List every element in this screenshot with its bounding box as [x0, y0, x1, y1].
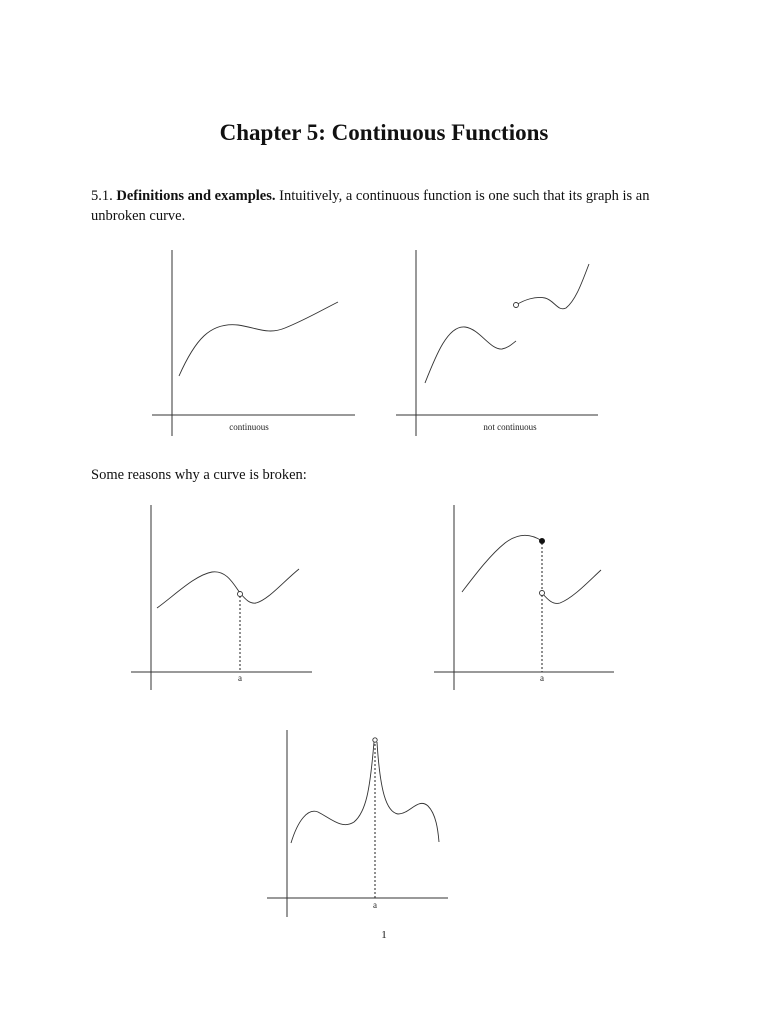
page-number: 1 — [381, 929, 387, 941]
curve-left-piece — [462, 535, 542, 592]
label-a: a — [238, 673, 242, 683]
label-a: a — [373, 900, 377, 910]
open-dot — [373, 738, 377, 742]
open-endpoint — [514, 303, 519, 308]
curve-right-piece — [542, 570, 601, 603]
curve-left-piece — [425, 327, 516, 383]
figure-removable-discontinuity — [131, 505, 312, 690]
section-number: 5.1. — [91, 188, 113, 204]
figure-jump-discontinuity — [434, 505, 614, 690]
curve-left-branch — [291, 742, 374, 843]
label-a: a — [540, 673, 544, 683]
figure-continuous — [152, 250, 355, 436]
figure-infinite-discontinuity — [267, 730, 448, 917]
section-heading: Definitions and examples. — [116, 188, 276, 204]
figure-not-continuous — [396, 250, 598, 436]
curve-with-hole — [157, 569, 299, 608]
filled-dot — [540, 539, 545, 544]
continuous-curve — [179, 302, 338, 376]
caption-not-continuous: not continuous — [483, 422, 537, 432]
chapter-title: Chapter 5: Continuous Functions — [219, 120, 549, 145]
open-dot — [540, 591, 545, 596]
curve-right-branch — [377, 742, 439, 842]
caption-continuous: continuous — [229, 422, 269, 432]
reasons-text: Some reasons why a curve is broken: — [91, 467, 307, 483]
section-text: Intuitively, a continuous function is one such that its graph is an unbroken curve. — [91, 188, 650, 224]
curve-right-piece — [516, 264, 589, 309]
hole-dot — [238, 592, 243, 597]
